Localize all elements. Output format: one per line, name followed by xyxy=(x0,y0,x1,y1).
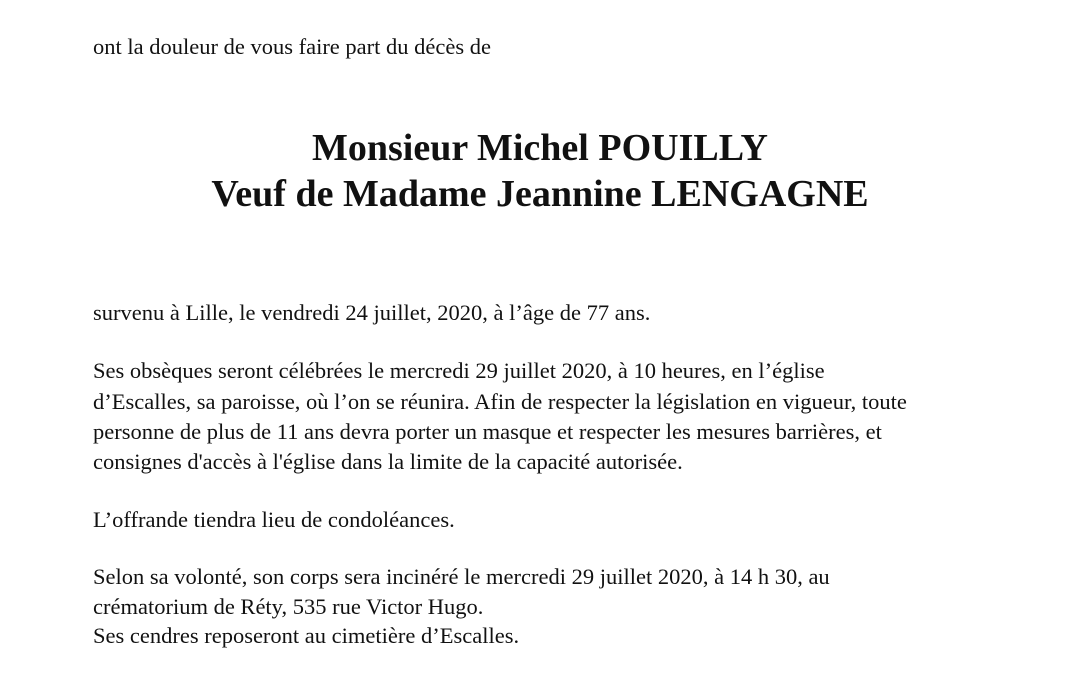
death-notice: survenu à Lille, le vendredi 24 juillet, 2020, à l’âge de 77 ans. xyxy=(93,300,651,325)
funeral-line-3: personne de plus de 11 ans devra porter un masque et respecter les mesures barrières, et xyxy=(93,419,882,444)
deceased-name: Monsieur Michel POUILLY xyxy=(311,127,769,169)
intro-text: ont la douleur de vous faire part du décès de xyxy=(93,34,491,59)
cremation-line-2: crématorium de Réty, 535 rue Victor Hugo. xyxy=(93,594,484,619)
cremation-line-1: Selon sa volonté, son corps sera incinéré le mercredi 29 juillet 2020, à 14 h 30, au xyxy=(93,564,830,589)
cremation-line-3: Ses cendres reposeront au cimetière d’Escalles. xyxy=(93,623,520,648)
funeral-line-1: Ses obsèques seront célébrées le mercredi 29 juillet 2020, à 10 heures, en l’église xyxy=(93,358,825,383)
funeral-line-2: d’Escalles, sa paroisse, où l’on se réunira. Afin de respecter la législation en vigueur, toute xyxy=(93,389,907,414)
funeral-line-4: consignes d'accès à l'église dans la limite de la capacité autorisée. xyxy=(93,449,683,474)
offering-text: L’offrande tiendra lieu de condoléances. xyxy=(93,507,455,532)
widow-of-line: Veuf de Madame Jeannine LENGAGNE xyxy=(211,173,869,215)
